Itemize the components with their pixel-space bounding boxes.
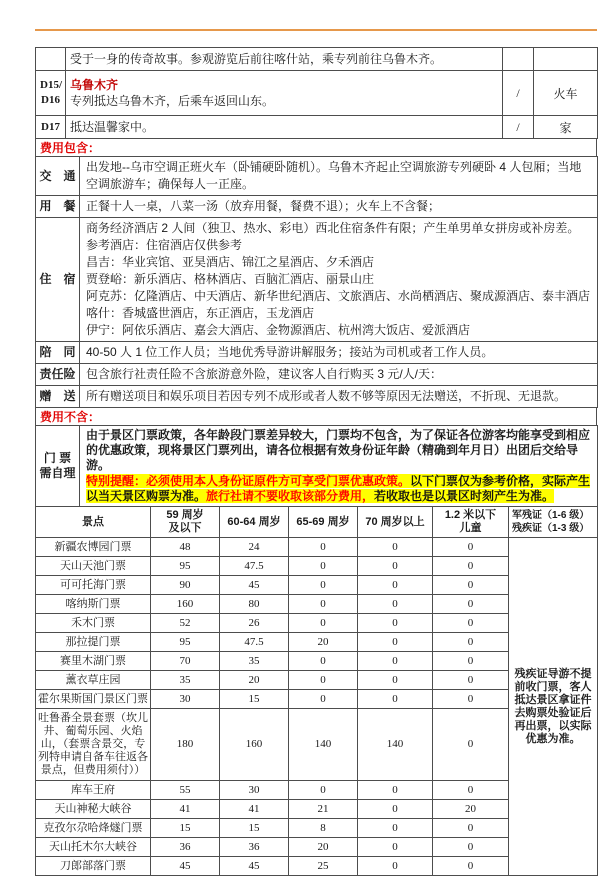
- fee-category-content: [80, 218, 598, 342]
- price-value: 0: [358, 671, 433, 690]
- fee-excluded-header-row: [35, 407, 597, 426]
- price-value: 21: [289, 800, 358, 819]
- scenic-spot-name: 喀纳斯门票: [36, 595, 151, 614]
- price-value: 24: [220, 538, 289, 557]
- content-line: 出发地--乌市空调正班火车（卧铺硬卧随机）。乌鲁木齐起止空调旅游专列硬卧 4 人包厢；当地空调旅游车；确保每人一正座。: [86, 160, 582, 191]
- scenic-spot-name: 库车王府: [36, 781, 151, 800]
- price-value: 0: [433, 652, 509, 671]
- price-value: 0: [433, 557, 509, 576]
- price-value: 0: [433, 709, 509, 781]
- content-line: 贾登峪：新乐酒店、格林酒店、百脑汇酒店、丽景山庄: [86, 272, 375, 286]
- fee-category-label: 用 餐: [36, 196, 80, 218]
- price-value: 0: [289, 557, 358, 576]
- price-value: 0: [358, 857, 433, 876]
- description-cell: [66, 48, 503, 71]
- price-value: 0: [358, 781, 433, 800]
- price-value: 0: [358, 633, 433, 652]
- fee-category-content: [80, 364, 598, 386]
- description-cell: [66, 116, 503, 139]
- itinerary-text: 专列抵达乌鲁木齐，后乘车返回山东。: [70, 94, 275, 108]
- price-value: 0: [433, 838, 509, 857]
- price-column-header: 65-69 周岁: [289, 507, 358, 538]
- price-value: 0: [433, 671, 509, 690]
- price-value: 26: [220, 614, 289, 633]
- price-column-header: 70 周岁以上: [358, 507, 433, 538]
- description-cell: [66, 71, 503, 116]
- day-cell: D17: [36, 116, 66, 139]
- scenic-spot-name: 新疆农博园门票: [36, 538, 151, 557]
- highlight-segment: 旅行社请不要收取该部分费用，: [206, 489, 375, 503]
- price-value: 15: [151, 819, 220, 838]
- price-value: 160: [151, 595, 220, 614]
- highlight-segment: 特别提醒：必须使用本人身份证原件方可享受门票优惠政策。: [86, 474, 411, 488]
- price-value: 45: [220, 576, 289, 595]
- ticket-notice-label: 门 票 需自理: [36, 426, 80, 507]
- price-column-header: 59 周岁 及以下: [151, 507, 220, 538]
- price-value: 52: [151, 614, 220, 633]
- price-value: 41: [220, 800, 289, 819]
- content-line: 伊宁：阿依乐酒店、嘉会大酒店、金物源酒店、杭州湾大饭店、爱派酒店: [86, 323, 471, 337]
- price-value: 0: [358, 838, 433, 857]
- price-value: 0: [433, 857, 509, 876]
- price-value: 0: [289, 781, 358, 800]
- scenic-spot-name: 天山神秘大峡谷: [36, 800, 151, 819]
- ticket-notice-content: [80, 426, 598, 507]
- transport-cell: [534, 48, 598, 71]
- price-value: 20: [433, 800, 509, 819]
- content-line: 40-50 人 1 位工作人员；当地优秀导游讲解服务；接站为司机或者工作人员。: [86, 345, 494, 359]
- price-value: 0: [358, 595, 433, 614]
- scenic-spot-name: 禾木门票: [36, 614, 151, 633]
- price-value: 95: [151, 557, 220, 576]
- price-value: 35: [220, 652, 289, 671]
- price-column-header: 军残证（1-6 级） 残疾证（1-3 级）: [509, 507, 598, 538]
- top-orange-rule: [35, 29, 597, 31]
- price-value: 30: [151, 690, 220, 709]
- price-value: 0: [433, 781, 509, 800]
- price-value: 30: [220, 781, 289, 800]
- content-line: 参考酒店：住宿酒店仅供参考: [86, 238, 243, 252]
- fee-included-row: [36, 218, 598, 342]
- price-value: 25: [289, 857, 358, 876]
- price-value: 0: [358, 557, 433, 576]
- ticket-highlight-lines: [86, 474, 591, 504]
- day-cell: [36, 48, 66, 71]
- content-line: 昌吉：华业宾馆、亚昊酒店、锦江之星酒店、夕禾酒店: [86, 255, 375, 269]
- content-line: 包含旅行社责任险不含旅游意外险，建议客人自行购买 3 元/人/天：: [86, 367, 443, 381]
- scenic-spot-name: 天山天池门票: [36, 557, 151, 576]
- price-value: 55: [151, 781, 220, 800]
- price-column-header: 60-64 周岁: [220, 507, 289, 538]
- fee-included-row: [36, 157, 598, 196]
- fee-included-header-row: [35, 138, 597, 157]
- price-value: 0: [358, 652, 433, 671]
- price-table-row: [36, 538, 598, 557]
- price-value: 140: [289, 709, 358, 781]
- fee-category-content: [80, 342, 598, 364]
- day-cell: D15/ D16: [36, 71, 66, 116]
- scenic-spot-name: 霍尔果斯国门景区门票: [36, 690, 151, 709]
- price-column-header: 景点: [36, 507, 151, 538]
- itinerary-table: [35, 47, 598, 139]
- transport-cell: 家: [534, 116, 598, 139]
- price-value: 45: [220, 857, 289, 876]
- fee-included-table: [35, 156, 598, 408]
- price-value: 36: [220, 838, 289, 857]
- disability-certificate-note: 残疾证导游不提前收门票，客人抵达景区拿证件去购票处验证后再出票，以实际优惠为准。: [509, 538, 598, 876]
- price-value: 0: [358, 576, 433, 595]
- scenic-spot-name: 那拉提门票: [36, 633, 151, 652]
- content-line: 正餐十人一桌，八菜一汤（放弃用餐，餐费不退）；火车上不含餐；: [86, 199, 441, 213]
- content-line: 商务经济酒店 2 人间（独卫、热水、彩电）西北住宿条件有限；产生单男单女拼房或补房差。: [86, 221, 580, 235]
- itinerary-document: [35, 48, 597, 876]
- price-column-header: 1.2 米以下 儿童: [433, 507, 509, 538]
- price-value: 0: [289, 595, 358, 614]
- price-value: 0: [289, 671, 358, 690]
- price-value: 47.5: [220, 633, 289, 652]
- price-value: 47.5: [220, 557, 289, 576]
- scenic-spot-name: 赛里木湖门票: [36, 652, 151, 671]
- price-value: 15: [220, 819, 289, 838]
- price-value: 45: [151, 857, 220, 876]
- price-value: 0: [433, 633, 509, 652]
- price-value: 0: [358, 690, 433, 709]
- price-value: 20: [289, 633, 358, 652]
- fee-category-label: 陪 同: [36, 342, 80, 364]
- itinerary-text: 受于一身的传奇故事。参观游览后前往喀什站，乘专列前往乌鲁木齐。: [70, 52, 443, 66]
- meal-cell: /: [503, 116, 534, 139]
- price-value: 140: [358, 709, 433, 781]
- scenic-spot-name: 天山托木尔大峡谷: [36, 838, 151, 857]
- fee-included-title: 费用包含：: [36, 139, 597, 157]
- price-value: 20: [289, 838, 358, 857]
- price-value: 0: [433, 595, 509, 614]
- price-value: 35: [151, 671, 220, 690]
- scenic-spot-name: 吐鲁番全景套票（坎儿井、葡萄乐园、火焰山，（套票含景交，专列特申请自备车往返各景点，但费用须付））: [36, 709, 151, 781]
- price-value: 36: [151, 838, 220, 857]
- fee-excluded-title: 费用不含：: [36, 408, 597, 426]
- itinerary-row: [36, 116, 598, 139]
- itinerary-row: [36, 71, 598, 116]
- highlight-segment: 若收取也是以景区时刻产生为准。: [374, 489, 555, 503]
- ticket-notice-table: [35, 425, 598, 507]
- fee-included-row: [36, 364, 598, 386]
- price-value: 70: [151, 652, 220, 671]
- highlight-segment: 以下门票仅为参考价格，实际产生以当天景区购票为准。: [86, 474, 591, 503]
- ticket-notice-paragraph: 由于景区门票政策，各年龄段门票差异较大，门票均不包含，为了保证各位游客均能享受到相应的优惠政策，现将景区门票列出，请各位根据有效身份证年龄（精确到年月日）出团后交给导游。: [86, 428, 591, 472]
- price-value: 20: [220, 671, 289, 690]
- destination-title: 乌鲁木齐: [70, 78, 119, 92]
- fee-category-label: 住 宿: [36, 218, 80, 342]
- price-value: 0: [289, 576, 358, 595]
- content-line: 阿克苏：亿隆酒店、中天酒店、新华世纪酒店、文旅酒店、水尚栖酒店、聚成源酒店、泰丰酒店: [86, 289, 591, 303]
- price-value: 0: [433, 538, 509, 557]
- price-value: 0: [289, 538, 358, 557]
- content-line: 所有赠送项目和娱乐项目若因专列不成形或者人数不够等原因无法赠送，不折现、无退款。: [86, 389, 567, 403]
- fee-category-content: [80, 386, 598, 408]
- fee-category-label: 责任险: [36, 364, 80, 386]
- price-table-header-row: [36, 507, 598, 538]
- scenic-spot-name: 刀郎部落门票: [36, 857, 151, 876]
- price-value: 0: [289, 652, 358, 671]
- price-value: 8: [289, 819, 358, 838]
- price-value: 0: [289, 614, 358, 633]
- price-value: 0: [358, 800, 433, 819]
- price-value: 160: [220, 709, 289, 781]
- itinerary-text: 抵达温馨家中。: [70, 120, 155, 134]
- price-value: 0: [289, 690, 358, 709]
- price-value: 0: [358, 819, 433, 838]
- price-value: 15: [220, 690, 289, 709]
- content-line: 喀什：香城盛世酒店，东正酒店，玉龙酒店: [86, 306, 315, 320]
- price-value: 48: [151, 538, 220, 557]
- price-value: 41: [151, 800, 220, 819]
- fee-category-content: [80, 196, 598, 218]
- fee-included-row: [36, 386, 598, 408]
- transport-cell: 火车: [534, 71, 598, 116]
- price-value: 0: [433, 819, 509, 838]
- price-value: 0: [433, 690, 509, 709]
- fee-included-row: [36, 342, 598, 364]
- price-value: 0: [433, 614, 509, 633]
- itinerary-row: [36, 48, 598, 71]
- price-value: 0: [433, 576, 509, 595]
- fee-category-content: [80, 157, 598, 196]
- price-value: 0: [358, 538, 433, 557]
- meal-cell: [503, 48, 534, 71]
- price-value: 0: [358, 614, 433, 633]
- scenic-spot-name: 可可托海门票: [36, 576, 151, 595]
- scenic-spot-name: 克孜尔尕哈烽燧门票: [36, 819, 151, 838]
- price-value: 80: [220, 595, 289, 614]
- scenic-spot-name: 薰衣草庄园: [36, 671, 151, 690]
- fee-category-label: 交 通: [36, 157, 80, 196]
- price-value: 180: [151, 709, 220, 781]
- ticket-price-table: [35, 506, 598, 876]
- price-value: 95: [151, 633, 220, 652]
- price-value: 90: [151, 576, 220, 595]
- meal-cell: /: [503, 71, 534, 116]
- fee-included-row: [36, 196, 598, 218]
- fee-category-label: 赠 送: [36, 386, 80, 408]
